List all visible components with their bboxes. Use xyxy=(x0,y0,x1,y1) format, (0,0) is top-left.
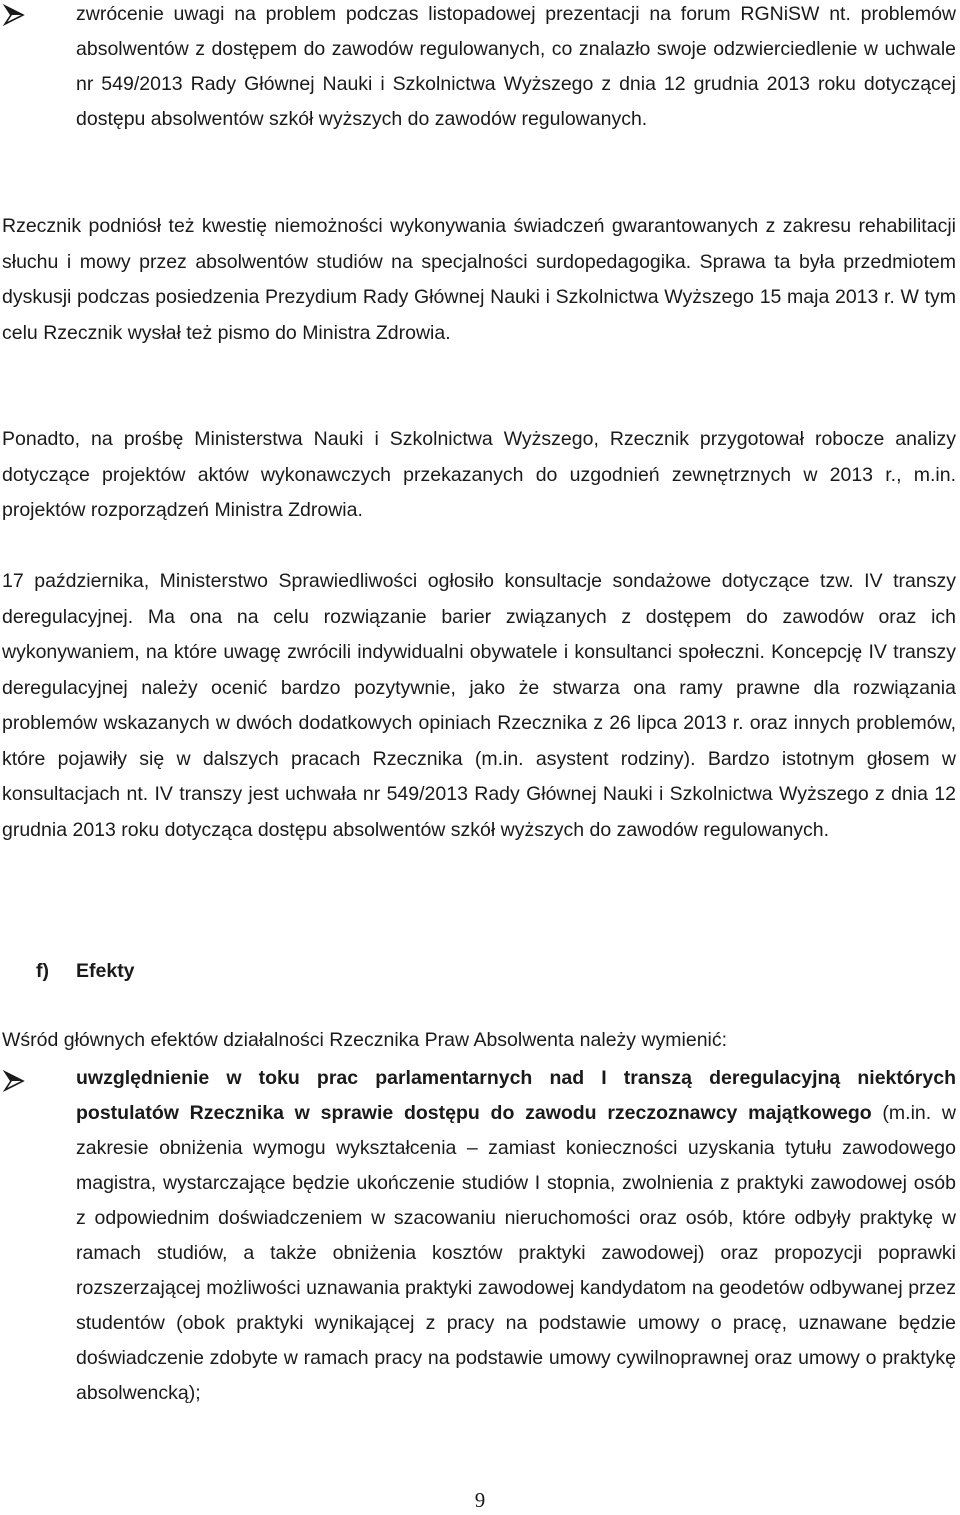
arrowhead-bullet-icon xyxy=(2,1069,26,1093)
effects-intro: Wśród głównych efektów działalności Rzecznika Praw Absolwenta należy wymienić: xyxy=(2,1029,728,1051)
paragraph-analizy: Ponadto, na prośbę Ministerstwa Nauki i Szkolnictwa Wyższego, Rzecznik przygotował robocze analizy dotyczące projektów aktów wykonawczych przekazanych do uzgodnień zewnętrznych w 2013 r., m.in. projektów rozporządzeń Ministra Zdrowia. xyxy=(2,428,956,521)
page-number: 9 xyxy=(474,1488,486,1512)
effect-bold-text: uwzględnienie w toku prac parlamentarnych nad I transzą deregulacyjną niektórych postulatów Rzecznika w sprawie dostępu do zawodu rzeczoznawcy majątkowego xyxy=(76,1067,956,1124)
section-letter: f) xyxy=(36,960,49,982)
paragraph-surdopedagogika: Rzecznik podniósł też kwestię niemożności wykonywania świadczeń gwarantowanych z zakresu rehabilitacji słuchu i mowy przez absolwentów studiów na specjalności surdopedagogika. Sprawa ta była przedmiotem dyskusji podczas posiedzenia Prezydium Rady Głównej Nauki i Szkolnictwa Wyższego 15 maja 2013 r. W tym celu Rzecznik wysłał też pismo do Ministra Zdrowia. xyxy=(2,215,956,344)
bullet-text-forum: zwrócenie uwagi na problem podczas listopadowej prezentacji na forum RGNiSW nt. problemów absolwentów z dostępem do zawodów regulowanych, co znalazło swoje odzwierciedlenie w uchwale nr 549/2013 Rady Głównej Nauki i Szkolnictwa Wyższego z dnia 12 grudnia 2013 roku dotyczącej dostępu absolwentów szkół wyższych do zawodów regulowanych. xyxy=(76,3,956,130)
section-heading xyxy=(36,957,135,985)
section-title: Efekty xyxy=(76,960,135,982)
effect-normal-text: (m.in. w zakresie obniżenia wymogu wykształcenia – zamiast konieczności uzyskania tytułu zawodowego magistra, wystarczające będzie ukończenie studiów I stopnia, zwolnienia z praktyki zawodowej osób z odpowiednim doświadczeniem w szacowaniu nieruchomości oraz osób, które odbyły praktykę w ramach studiów, a także obniżenia kosztów praktyki zawodowej) oraz propozycji poprawki rozszerzającej możliwości uznawania praktyki zawodowej kandydatom na geodetów odbywanej przez studentów (obok praktyki wynikającej z pracy na podstawie umowy o pracę, uznawane będzie doświadczenie zdobyte w ramach pracy na podstawie umowy cywilnoprawnej oraz umowy o praktykę absolwencką); xyxy=(76,1102,956,1404)
arrowhead-bullet-icon xyxy=(2,3,26,27)
paragraph-deregulacja: 17 października, Ministerstwo Sprawiedliwości ogłosiło konsultacje sondażowe dotyczące tzw. IV transzy deregulacyjnej. Ma ona na celu rozwiązanie barier związanych z dostępem do zawodów oraz ich wykonywaniem, na które uwagę zwrócili indywidualni obywatele i konsultanci społeczni. Koncepcję IV transzy deregulacyjnej należy ocenić bardzo pozytywnie, jako że stwarza ona ramy prawne dla rozwiązania problemów wskazanych w dwóch dodatkowych opiniach Rzecznika z 26 lipca 2013 r. oraz innych problemów, które pojawiły się w dalszych pracach Rzecznika (m.in. asystent rodziny). Bardzo istotnym głosem w konsultacjach nt. IV transzy jest uchwała nr 549/2013 Rady Głównej Nauki i Szkolnictwa Wyższego z dnia 12 grudnia 2013 roku dotycząca dostępu absolwentów szkół wyższych do zawodów regulowanych. xyxy=(2,570,956,841)
bullet-text-effect xyxy=(76,1061,956,1411)
